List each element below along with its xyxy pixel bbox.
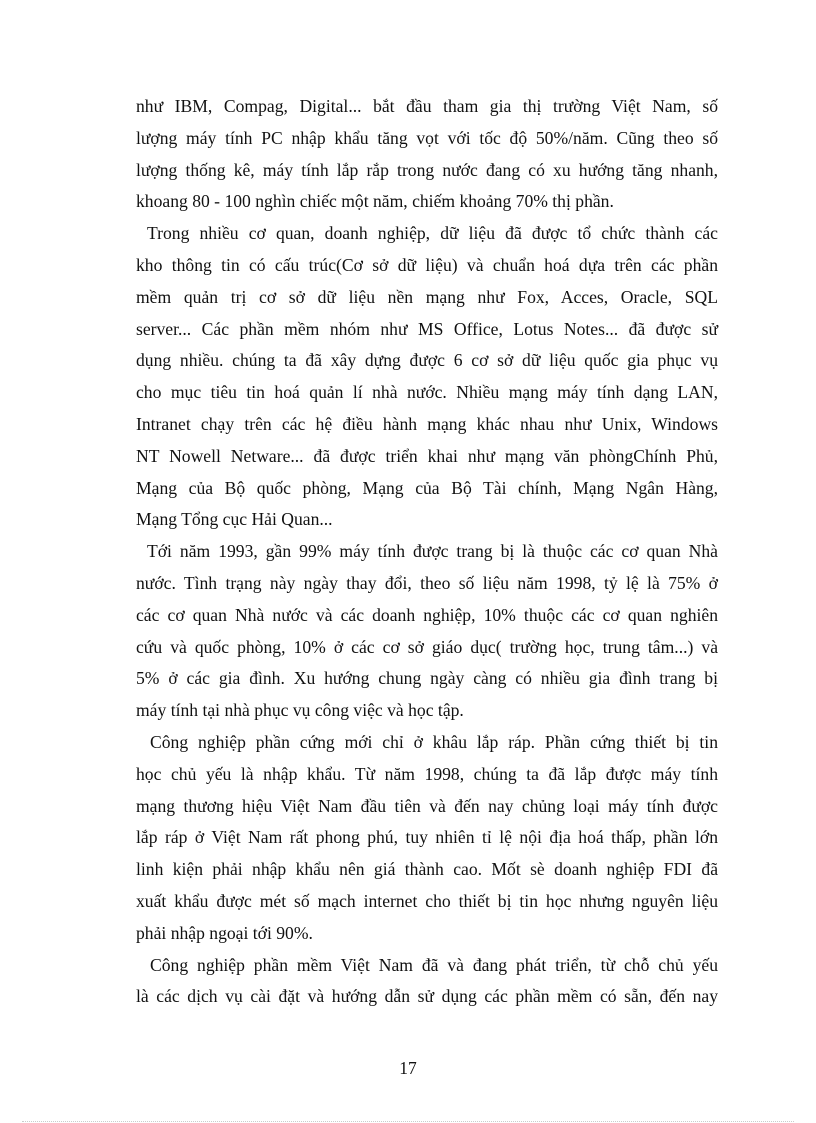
text-line: mạng thương hiệu Việt Nam đầu tiên và đến nay chủng loại máy tính được: [136, 795, 718, 816]
text-line: Trong nhiều cơ quan, doanh nghiệp, dữ liệu đã được tổ chức thành các: [147, 223, 718, 244]
paragraph-1993-statistics: [136, 536, 718, 727]
text-line: lượng thống kê, máy tính lắp rắp trong nước đang có xu hướng tăng nhanh,: [136, 159, 718, 180]
text-line: cho mục tiêu tin hoá quản lí nhà nước. Nhiều mạng máy tính dạng LAN,: [136, 382, 718, 403]
paragraph-software-industry: [136, 950, 718, 1014]
text-line: Mạng của Bộ quốc phòng, Mạng của Bộ Tài chính, Mạng Ngân Hàng,: [136, 477, 718, 498]
text-line: là các dịch vụ cài đặt và hướng dẫn sử dụng các phần mềm có sẵn, đến nay: [136, 986, 718, 1007]
text-line: dụng nhiều. chúng ta đã xây dựng được 6 cơ sở dữ liệu quốc gia phục vụ: [136, 350, 718, 371]
text-line: xuất khẩu được mét số mạch internet cho thiết bị tin học nhưng nguyên liệu: [136, 890, 718, 911]
text-line: nước. Tình trạng này ngày thay đổi, theo số liệu năm 1998, tỷ lệ là 75% ở: [136, 572, 718, 593]
text-line: lắp ráp ở Việt Nam rất phong phú, tuy nhiên tỉ lệ nội địa hoá thấp, phần lớn: [136, 827, 718, 848]
text-line: linh kiện phải nhập khẩu nên giá thành cao. Mốt sè doanh nghiệp FDI đã: [136, 859, 718, 880]
text-line: Intranet chạy trên các hệ điều hành mạng khác nhau như Unix, Windows: [136, 413, 718, 434]
text-line: học chủ yếu là nhập khẩu. Từ năm 1998, chúng ta đã lắp được máy tính: [136, 763, 718, 784]
paragraph-databases: [136, 218, 718, 536]
text-line: máy tính tại nhà phục vụ công việc và học tập.: [136, 700, 464, 721]
text-line: Công nghiệp phần mềm Việt Nam đã và đang phát triển, từ chỗ chủ yếu: [150, 954, 718, 975]
text-line: kho thông tin có cấu trúc(Cơ sở dữ liệu) và chuẩn hoá dựa trên các phần: [136, 254, 718, 275]
paragraph-hardware-industry: [136, 727, 718, 950]
text-line: lượng máy tính PC nhập khẩu tăng vọt với tốc độ 50%/năm. Cũng theo số: [136, 127, 718, 148]
text-line: server... Các phần mềm nhóm như MS Office, Lotus Notes... đã được sử: [136, 318, 718, 339]
text-line: Tới năm 1993, gần 99% máy tính được trang bị là thuộc các cơ quan Nhà: [147, 541, 718, 562]
paragraph-pc-market: [136, 91, 718, 218]
text-line: Công nghiệp phần cứng mới chỉ ở khâu lắp ráp. Phần cứng thiết bị tin: [150, 731, 718, 752]
text-line: cứu và quốc phòng, 10% ở các cơ sở giáo dục( trường học, trung tâm...) và: [136, 636, 718, 657]
page-edge-divider: [22, 1121, 794, 1122]
text-line: khoang 80 - 100 nghìn chiếc một năm, chiếm khoảng 70% thị phần.: [136, 191, 614, 212]
text-line: NT Nowell Netware... đã được triển khai như mạng văn phòngChính Phủ,: [136, 445, 718, 466]
text-line: phải nhập ngoại tới 90%.: [136, 922, 313, 943]
text-line: mềm quản trị cơ sở dữ liệu nền mạng như Fox, Acces, Oracle, SQL: [136, 286, 718, 307]
text-line: các cơ quan Nhà nước và các doanh nghiệp, 10% thuộc các cơ quan nghiên: [136, 604, 718, 625]
text-line: 5% ở các gia đình. Xu hướng chung ngày càng có nhiều gia đình trang bị: [136, 668, 718, 689]
page-number: 17: [399, 1058, 417, 1078]
text-line: như IBM, Compag, Digital... bắt đầu tham gia thị trường Việt Nam, số: [136, 96, 718, 116]
document-body: [136, 91, 718, 1013]
text-line: Mạng Tổng cục Hải Quan...: [136, 509, 333, 530]
